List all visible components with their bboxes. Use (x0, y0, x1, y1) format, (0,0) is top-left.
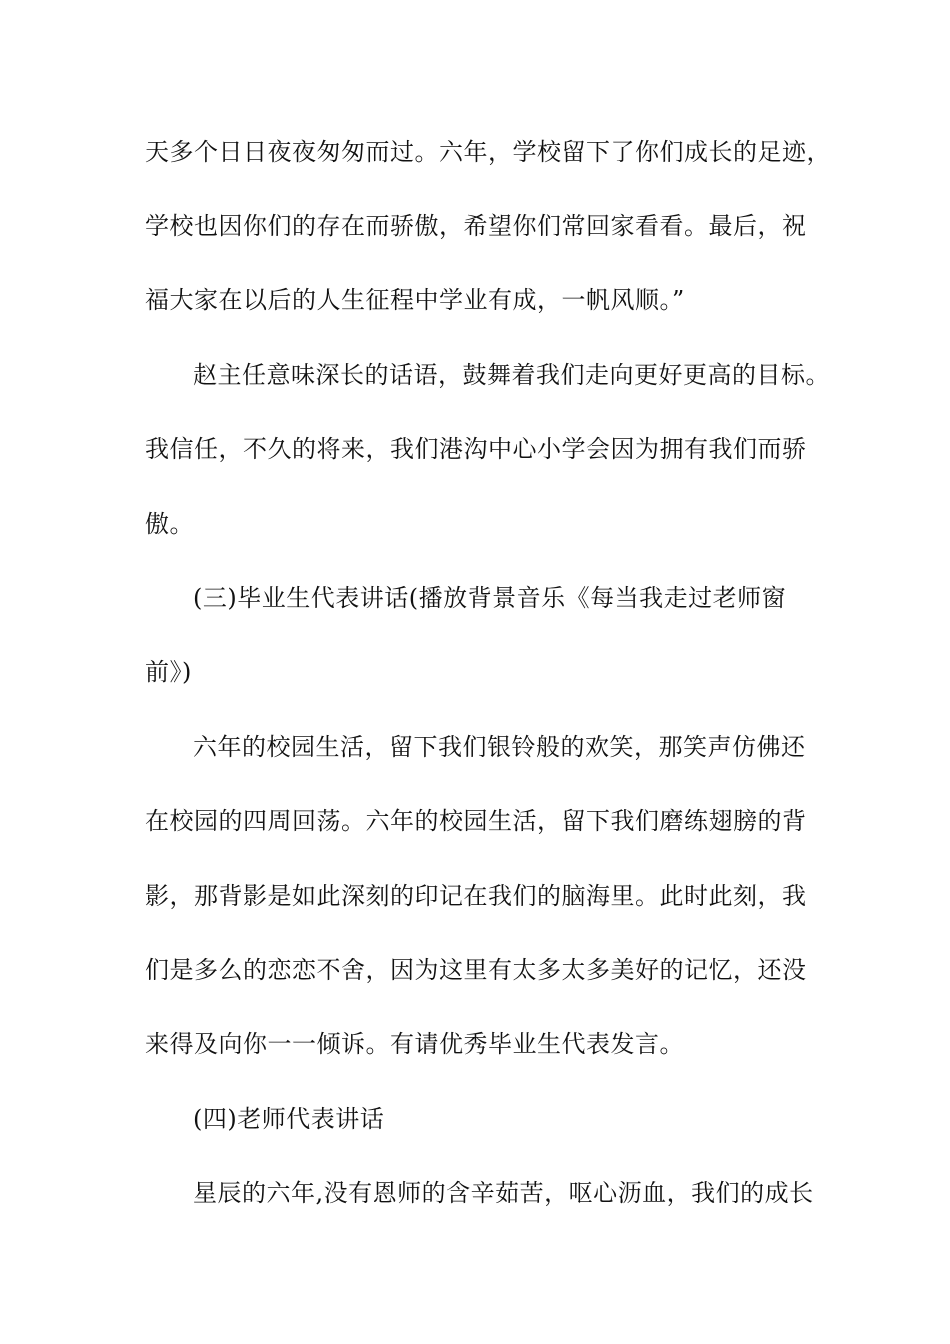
paragraph-first-line: 六年的校园生活，留下我们银铃般的欢笑，那笑声仿佛还 (193, 733, 806, 761)
text-line: 们是多么的恋恋不舍，因为这里有太多太多美好的记忆，还没 (145, 956, 807, 984)
text-line: 我信任，不久的将来，我们港沟中心小学会因为拥有我们而骄 (145, 435, 807, 463)
text-line: 在校园的四周回荡。六年的校园生活，留下我们磨练翅膀的背 (145, 807, 807, 835)
text-line: 天多个日日夜夜匆匆而过。六年，学校留下了你们成长的足迹， (145, 138, 831, 166)
section-heading-three: (三)毕业生代表讲话(播放背景音乐《每当我走过老师窗 (193, 584, 787, 612)
text-line: 傲。 (145, 510, 194, 538)
paragraph-first-line: 赵主任意味深长的话语，鼓舞着我们走向更好更高的目标。 (193, 361, 830, 389)
section-heading-four: (四)老师代表讲话 (193, 1105, 385, 1133)
text-line: 影，那背影是如此深刻的印记在我们的脑海里。此时此刻，我 (145, 882, 807, 910)
text-line: 前》) (145, 658, 192, 686)
text-line: 来得及向你一一倾诉。有请优秀毕业生代表发言。 (145, 1030, 684, 1058)
paragraph-first-line: 星辰的六年,没有恩师的含辛茹苦，呕心沥血，我们的成长 (193, 1179, 814, 1207)
text-line: 福大家在以后的人生征程中学业有成，一帆风顺。” (145, 286, 685, 314)
text-line: 学校也因你们的存在而骄傲，希望你们常回家看看。最后，祝 (145, 212, 807, 240)
